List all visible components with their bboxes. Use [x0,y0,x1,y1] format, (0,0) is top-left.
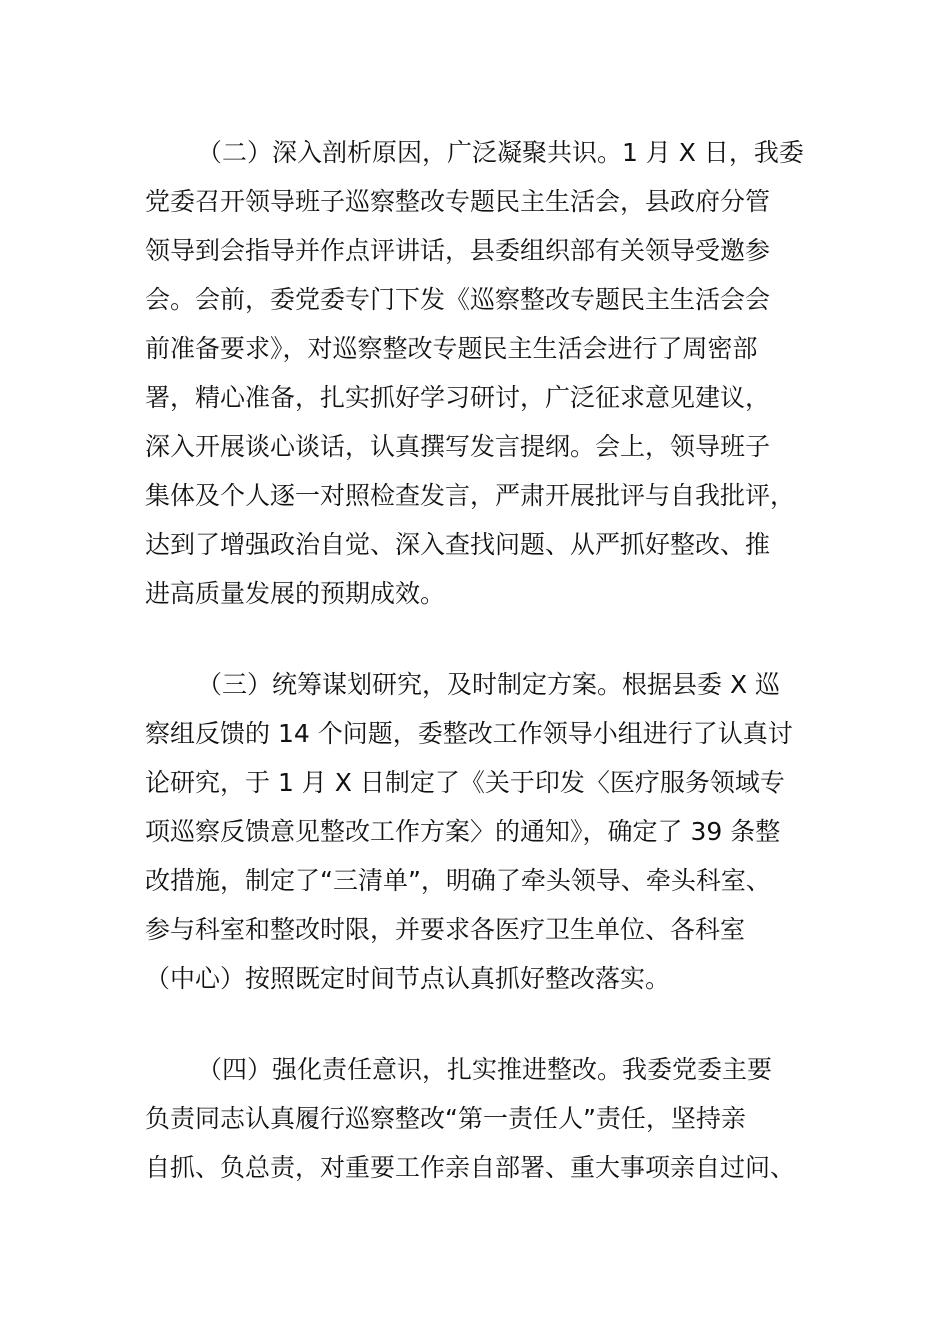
paragraph-2 [145,128,810,618]
paragraph-line: 察组反馈的 14 个问题，委整改工作领导小组进行了认真讨 [145,719,793,748]
paragraph-line: 达到了增强政治自觉、深入查找问题、从严抓好整改、推 [145,530,771,559]
paragraph-line: （四）强化责任意识，扎实推进整改。我委党委主要 [197,1055,773,1084]
paragraph-line: 改措施，制定了“三清单”，明确了牵头领导、牵头科室、 [145,866,771,895]
paragraph-line: 进高质量发展的预期成效。 [145,579,446,608]
paragraph-line: 前准备要求》，对巡察整改专题民主生活会进行了周密部 [145,334,758,363]
paragraph-3 [145,660,810,1003]
paragraph-line: 领导到会指导并作点评讲话，县委组织部有关领导受邀参 [145,236,771,265]
paragraph-line: 项巡察反馈意见整改工作方案〉的通知》，确定了 39 条整 [145,817,781,846]
paragraph-4 [145,1045,810,1192]
paragraph-line: 论研究，于 1 月 X 日制定了《关于印发〈医疗服务领域专 [145,768,785,797]
paragraph-line: 负责同志认真履行巡察整改“第一责任人”责任，坚持亲 [145,1104,746,1133]
paragraph-line: 集体及个人逐一对照检查发言，严肃开展批评与自我批评， [145,481,796,510]
paragraph-line: 自抓、负总责，对重要工作亲自部署、重大事项亲自过问、 [145,1153,796,1182]
paragraph-line: 会。会前，委党委专门下发《巡察整改专题民主生活会会 [145,285,771,314]
paragraph-line: （中心）按照既定时间节点认真抓好整改落实。 [145,964,671,993]
paragraph-line: 党委召开领导班子巡察整改专题民主生活会，县政府分管 [145,187,771,216]
paragraph-line: 署，精心准备，扎实抓好学习研讨，广泛征求意见建议， [145,383,771,412]
paragraph-line: （二）深入剖析原因，广泛凝聚共识。1 月 X 日，我委 [197,138,804,167]
paragraph-line: 参与科室和整改时限，并要求各医疗卫生单位、各科室 [145,915,746,944]
paragraph-line: 深入开展谈心谈话，认真撰写发言提纲。会上，领导班子 [145,432,771,461]
paragraph-line: （三）统筹谋划研究，及时制定方案。根据县委 X 巡 [197,670,781,699]
